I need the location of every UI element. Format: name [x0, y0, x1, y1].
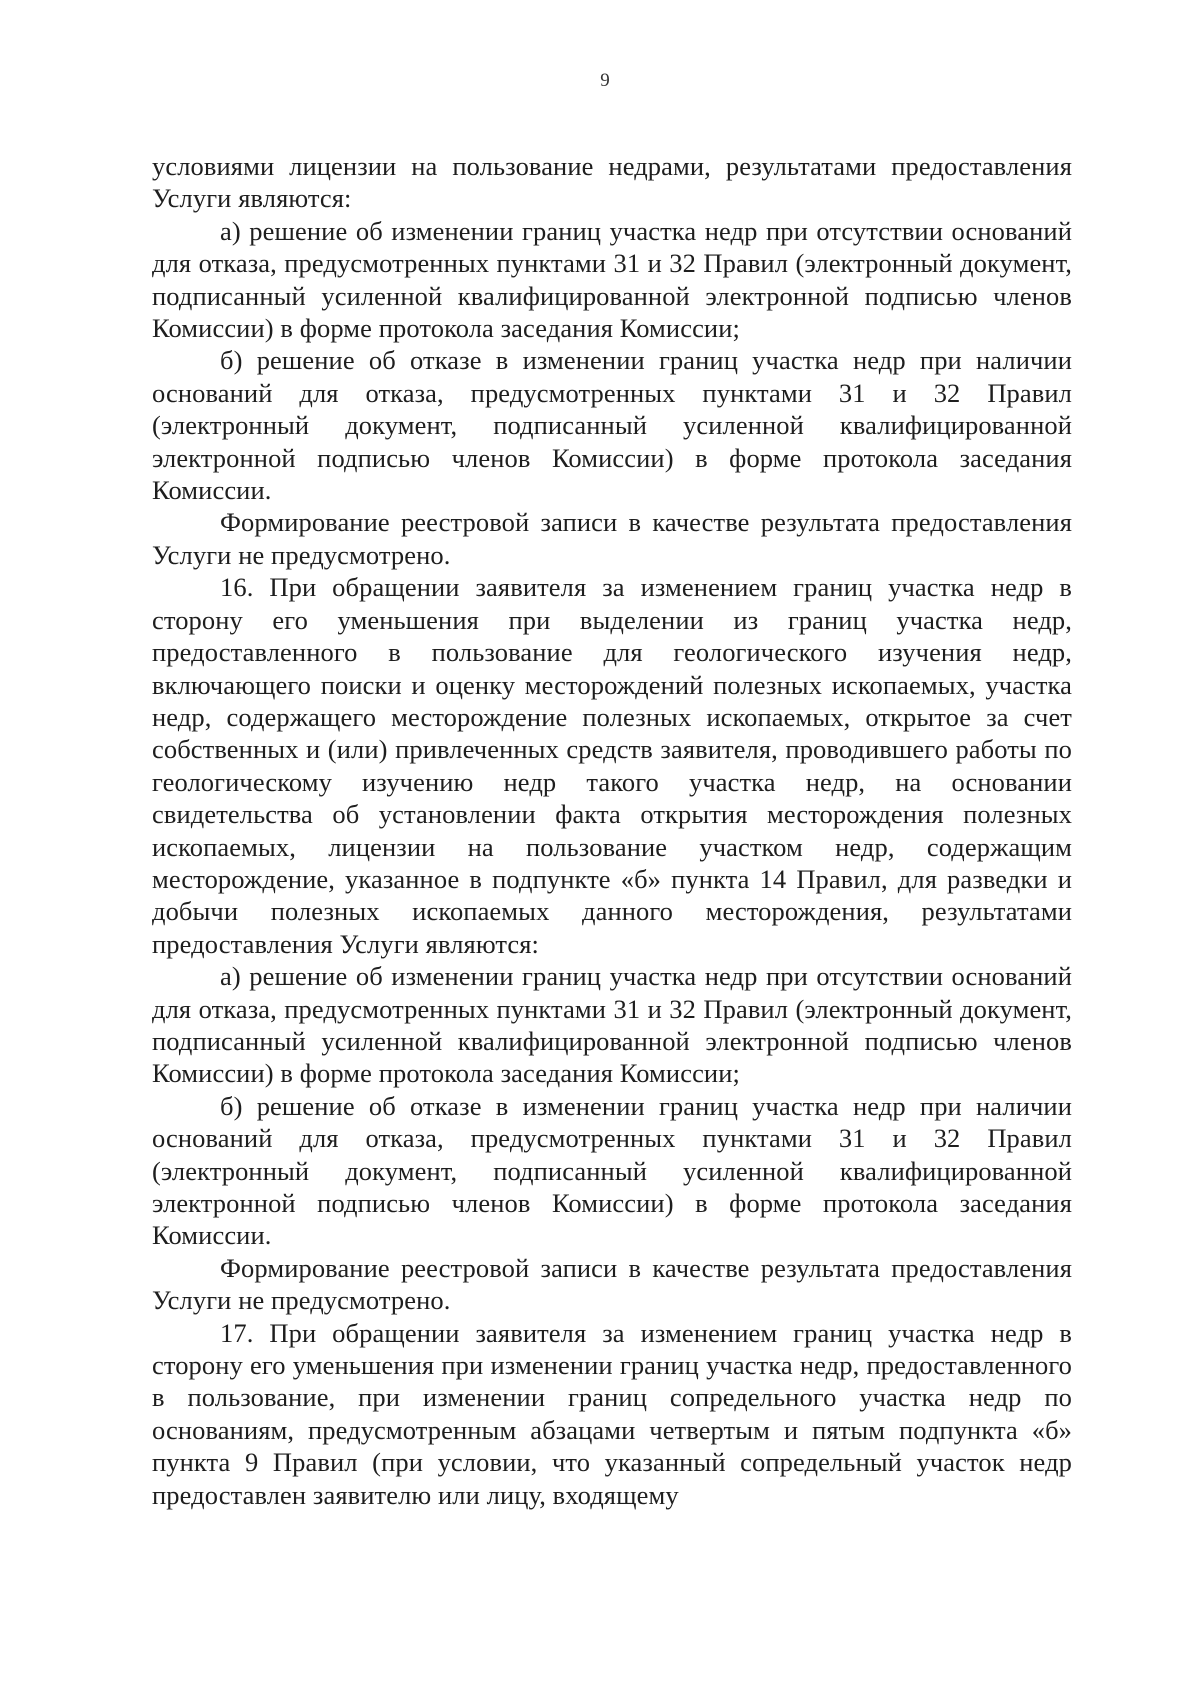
paragraph-continuation: условиями лицензии на пользование недрами, результатами предоставления Услуги являются: — [152, 151, 1072, 214]
paragraph-item-15a: а) решение об изменении границ участка недр при отсутствии оснований для отказа, предусмотренных пунктами 31 и 32 Правил (электронный документ, подписанный усиленной квалифицированной электронной подписью членов Комиссии) в форме протокола заседания Комиссии; — [152, 215, 1072, 344]
page-number: 9 — [600, 70, 610, 91]
paragraph-clause-17: 17. При обращении заявителя за изменением границ участка недр в сторону его уменьшения при изменении границ участка недр, предоставленного в пользование, при изменении границ сопредельного участка недр по основаниям, предусмотренным абзацами четвертым и пятым подпункта «б» пункта 9 Правил (при условии, что указанный сопредельный участок недр предоставлен заявителю или лицу, входящему — [152, 1317, 1072, 1510]
paragraph-item-15b: б) решение об отказе в изменении границ участка недр при наличии оснований для отказа, предусмотренных пунктами 31 и 32 Правил (электронный документ, подписанный усиленной квалифицированной электронной подписью членов Комиссии) в форме протокола заседания Комиссии. — [152, 345, 1072, 506]
paragraph-registry-note: Формирование реестровой записи в качестве результата предоставления Услуги не предусмотрено. — [152, 507, 1072, 570]
paragraph-item-16a: а) решение об изменении границ участка недр при отсутствии оснований для отказа, предусмотренных пунктами 31 и 32 Правил (электронный документ, подписанный усиленной квалифицированной электронной подписью членов Комиссии) в форме протокола заседания Комиссии; — [152, 961, 1072, 1089]
paragraph-item-16b: б) решение об отказе в изменении границ участка недр при наличии оснований для отказа, предусмотренных пунктами 31 и 32 Правил (электронный документ, подписанный усиленной квалифицированной электронной подписью членов Комиссии) в форме протокола заседания Комиссии. — [152, 1090, 1072, 1251]
paragraph-registry-note: Формирование реестровой записи в качестве результата предоставления Услуги не предусмотрено. — [152, 1252, 1072, 1316]
paragraph-clause-16: 16. При обращении заявителя за изменением границ участка недр в сторону его уменьшения при выделении из границ участка недр, предоставленного в пользование для геологического изучения недр, включающего поиски и оценку месторождений полезных ископаемых, участка недр, содержащего месторождение полезных ископаемых, открытое за счет собственных и (или) привлеченных средств заявителя, проводившего работы по геологическому изучению недр такого участка недр, на основании свидетельства об установлении факта открытия месторождения полезных ископаемых, лицензии на пользование участком недр, содержащим месторождение, указанное в подпункте «б» пункта 14 Правил, для разведки и добычи полезных ископаемых данного месторождения, результатами предоставления Услуги являются: — [152, 572, 1072, 959]
document-body — [152, 150, 1072, 1511]
